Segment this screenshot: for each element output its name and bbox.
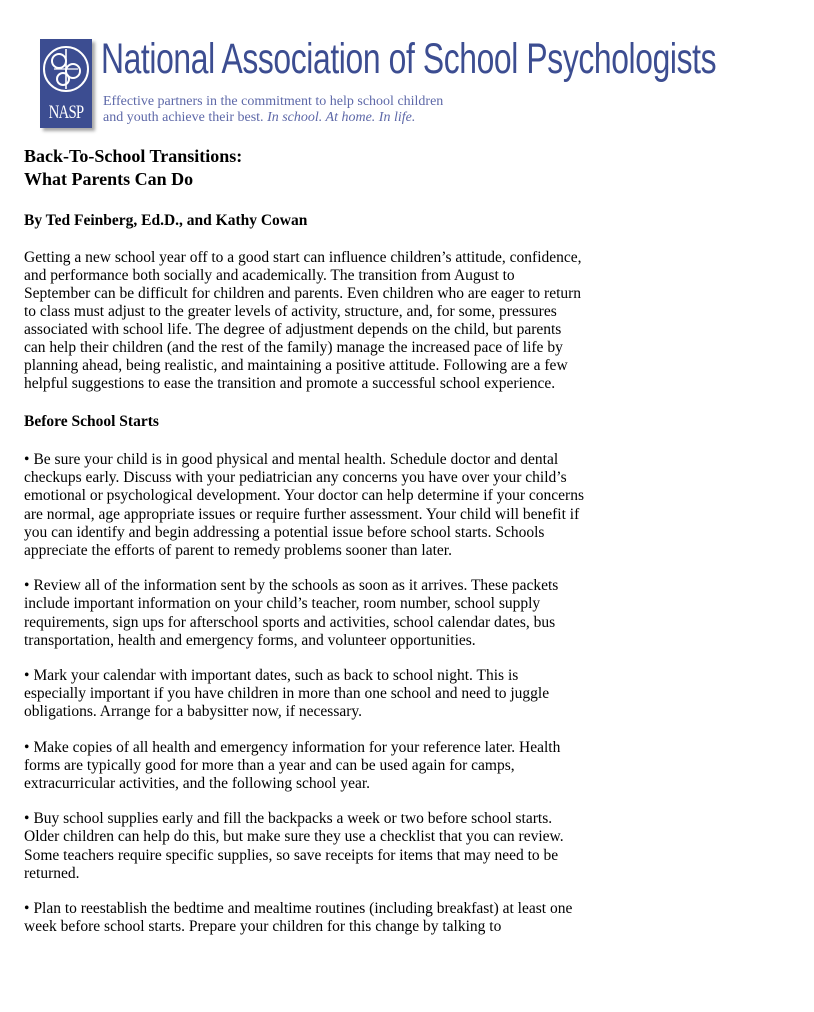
title-line-1: Back-To-School Transitions: <box>24 146 243 166</box>
list-item-text: Make copies of all health and emergency information for your reference later. Health forms are typically good for more than a year and can be used again for camps, extracurricular activities, and the following school year. <box>24 738 561 793</box>
list-item <box>24 900 584 936</box>
bullet-icon: • <box>24 667 30 685</box>
list-item <box>24 810 584 883</box>
list-item <box>24 667 584 722</box>
section-heading: Before School Starts <box>24 413 159 430</box>
tagline-line-2 <box>103 110 443 126</box>
nasp-logo <box>40 39 92 128</box>
organization-name: National Association of School Psychologists <box>101 35 717 83</box>
list-item <box>24 739 584 794</box>
list-item-text: Buy school supplies early and fill the backpacks a week or two before school starts. Older children can help do this, but make sure they use a checklist that you can review. Some teachers require specific supplies, so save receipts for items that may need to be returned. <box>24 810 564 882</box>
title-line-2: What Parents Can Do <box>24 169 194 189</box>
bullet-icon: • <box>24 900 30 918</box>
tagline-line-1: Effective partners in the commitment to help school children <box>103 94 444 109</box>
list-item-text: Be sure your child is in good physical and mental health. Schedule doctor and dental checkups early. Discuss with your pediatrician any concerns you have over your child’s emotional or psychological development. Your doctor can help determine if your concerns are normal, age appropriate issues or require further assessment. Your child will benefit if you can identify and begin addressing a potential issue before school starts. Schools appreciate the efforts of parent to remedy problems sooner than later. <box>24 451 584 560</box>
byline: By Ted Feinberg, Ed.D., and Kathy Cowan <box>24 212 308 229</box>
bullet-icon: • <box>24 451 30 468</box>
list-item <box>24 451 584 560</box>
tagline <box>103 94 443 126</box>
list-item-text: Plan to reestablish the bedtime and mealtime routines (including breakfast) at least one week before school starts. Prepare your children for this change by talking to <box>24 900 573 936</box>
article-title <box>24 145 584 191</box>
bullet-icon: • <box>24 577 30 595</box>
article-body <box>24 145 584 953</box>
bullet-icon: • <box>24 738 30 756</box>
tips-list <box>24 451 584 936</box>
list-item-text: Review all of the information sent by the schools as soon as it arrives. These packets include important information on your child’s teacher, room number, school supply requirements, sign ups for afterschool sports and activities, school calendar dates, bus transportation, health and emergency forms, and volunteer opportunities. <box>24 577 559 649</box>
list-item <box>24 577 584 650</box>
logo-wordmark: NASP <box>48 102 84 123</box>
intro-paragraph: Getting a new school year off to a good start can influence children’s attitude, confidence, and performance both socially and academically. The transition from August to September can be difficult for children and parents. Even children who are eager to return to class must adjust to the greater levels of activity, structure, and, for some, pressures associated with school life. The degree of adjustment depends on the child, but parents can help their children (and the rest of the family) manage the increased pace of life by planning ahead, being realistic, and maintaining a positive attitude. Following are a few helpful suggestions to ease the transition and promote a successful school experience. <box>24 249 582 392</box>
tagline-line-2-text: and youth achieve their best. <box>103 110 264 125</box>
tagline-motto: In school. At home. In life. <box>267 110 416 125</box>
list-item-text: Mark your calendar with important dates, such as back to school night. This is especially important if you have children in more than one school and need to juggle obligations. Arrange for a babysitter now, if necessary. <box>24 667 550 721</box>
nasp-header <box>40 35 717 133</box>
bullet-icon: • <box>24 810 30 828</box>
